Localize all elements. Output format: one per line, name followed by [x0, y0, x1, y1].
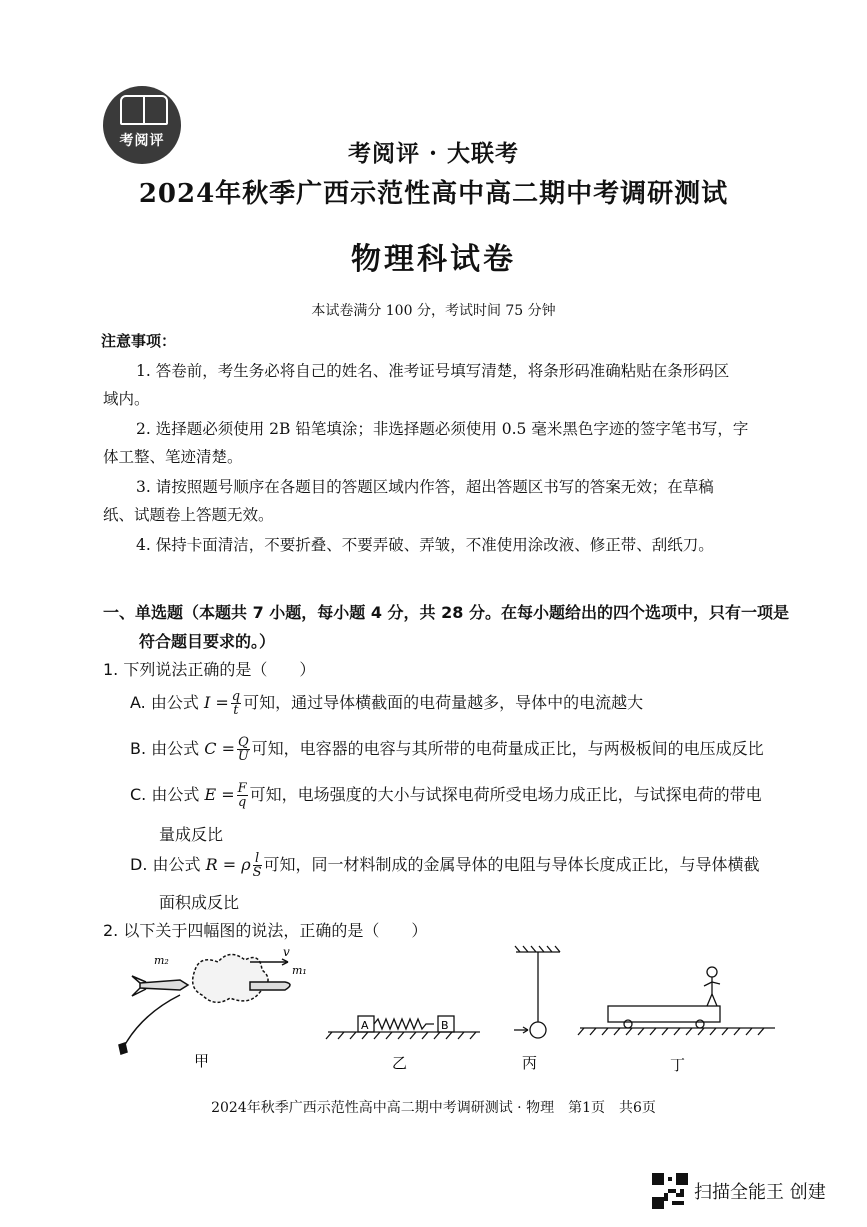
- formula-fraction: [231, 690, 241, 717]
- q1-option-c[interactable]: [130, 782, 762, 809]
- formula-fraction: [237, 782, 248, 809]
- q1-option-d-cont: 面积成反比: [159, 893, 240, 912]
- option-text: 可知，电场强度的大小与试探电荷所受电场力成正比，与试探电荷的带电: [249, 785, 762, 804]
- numerator: l: [253, 852, 262, 866]
- figure-label-jia: 甲: [194, 1052, 210, 1070]
- ground-hatch: [326, 1032, 476, 1039]
- figure-bing: [514, 946, 560, 1038]
- ceiling-hatch: [515, 946, 560, 952]
- denominator: S: [252, 865, 262, 880]
- figure-label-ding: 丁: [670, 1056, 686, 1074]
- notice-item-3: 3. 请按照题号顺序在各题目的答题区域内作答，超出答题区书写的答案无效；在草稿: [136, 478, 714, 496]
- question-1-stem: 1. 下列说法正确的是（ ）: [103, 660, 316, 679]
- figure-label-yi: 乙: [392, 1054, 408, 1072]
- notice-item-2: 2. 选择题必须使用 2B 铅笔填涂；非选择题必须使用 0.5 毫米黑色字迹的签字笔书写，字: [136, 420, 749, 438]
- q1-option-b[interactable]: [130, 736, 764, 763]
- numerator: Q: [237, 735, 249, 750]
- warhead: [250, 982, 290, 990]
- figure-yi: [326, 1016, 480, 1039]
- notice-item-4: 4. 保持卡面清洁，不要折叠、不要弄破、弄皱，不准使用涂改液、修正带、刮纸刀。: [136, 536, 714, 554]
- cart-body: [608, 1006, 720, 1022]
- option-text: 可知，同一材料制成的金属导体的电阻与导体长度成正比，与导体横截: [263, 855, 760, 874]
- spring: [374, 1019, 434, 1029]
- q1-option-c-cont: 量成反比: [159, 825, 224, 844]
- page-footer: 2024年秋季广西示范性高中高二期中考调研测试 · 物理 第1页 共6页: [211, 1100, 656, 1116]
- block-b-label: B: [441, 1019, 449, 1032]
- ground-hatch: [578, 1028, 764, 1035]
- q1-option-a[interactable]: [130, 690, 643, 717]
- section-heading: [103, 598, 793, 656]
- numerator: q: [231, 689, 241, 704]
- option-label: C. 由公式: [130, 785, 200, 804]
- velocity-label: v: [283, 945, 290, 959]
- exam-info: 本试卷满分 100 分，考试时间 75 分钟: [311, 303, 556, 319]
- cart-wheel-right: [696, 1020, 704, 1028]
- subject-title: 物理科试卷: [351, 242, 516, 277]
- numerator: F: [237, 781, 247, 796]
- exam-series: 考阅评 · 大联考: [347, 140, 520, 167]
- falling-fragment: [119, 1043, 127, 1054]
- denominator: t: [233, 703, 239, 718]
- falling-path: [122, 995, 180, 1050]
- question-2-figures: [100, 940, 800, 1080]
- scanner-watermark: 扫描全能王 创建: [694, 1182, 826, 1203]
- cart-wheel-left: [624, 1020, 632, 1028]
- denominator: q: [237, 795, 247, 810]
- notice-item-1-cont: 域内。: [103, 390, 150, 408]
- notice-item-2-cont: 体工整、笔迹清楚。: [103, 448, 243, 466]
- mass-m2-label: m₂: [154, 954, 169, 967]
- person-legs: [707, 994, 717, 1006]
- exam-title: 2024年秋季广西示范性高中高二期中考调研测试: [138, 179, 729, 209]
- option-label: B. 由公式: [130, 739, 200, 758]
- denominator: U: [237, 749, 249, 764]
- question-2-stem: 2. 以下关于四幅图的说法，正确的是（ ）: [103, 921, 428, 940]
- qr-code-icon: [652, 1173, 688, 1209]
- notice-item-1: 1. 答卷前，考生务必将自己的姓名、准考证号填写清楚，将条形码准确粘贴在条形码区: [136, 362, 730, 380]
- logo-text: 考阅评: [119, 133, 165, 149]
- notice-item-3-cont: 纸、试题卷上答题无效。: [103, 506, 274, 524]
- block-a-label: A: [361, 1019, 369, 1032]
- notice-heading: 注意事项：: [101, 332, 177, 350]
- person-head: [707, 967, 717, 977]
- formula-lhs: R = ρ: [205, 855, 251, 874]
- formula-lhs: E =: [204, 785, 235, 804]
- figure-jia: [119, 954, 290, 1054]
- mass-m1-label: m₁: [292, 964, 307, 977]
- rocket-body: [140, 980, 188, 990]
- figure-ding: [578, 967, 775, 1035]
- option-label: A. 由公式: [130, 693, 199, 712]
- formula-lhs: C =: [204, 739, 235, 758]
- option-text: 可知，电容器的电容与其所带的电荷量成正比，与两极板间的电压成反比: [251, 739, 764, 758]
- option-label: D. 由公式: [130, 855, 201, 874]
- formula-fraction: [253, 852, 262, 879]
- q1-option-d[interactable]: [130, 852, 760, 879]
- option-text: 可知，通过导体横截面的电荷量越多，导体中的电流越大: [243, 693, 644, 712]
- formula-lhs: I =: [203, 693, 229, 712]
- book-icon: [120, 95, 168, 125]
- section-heading-line1: 一、单选题（本题共 7 小题，每小题 4 分，共 28 分。在每小题给出的四个选项中，只有一项是: [103, 603, 789, 622]
- section-heading-line2: 符合题目要求的。）: [139, 632, 276, 651]
- formula-fraction: [237, 736, 250, 763]
- figure-label-bing: 丙: [522, 1054, 538, 1072]
- pendulum-ball: [530, 1022, 546, 1038]
